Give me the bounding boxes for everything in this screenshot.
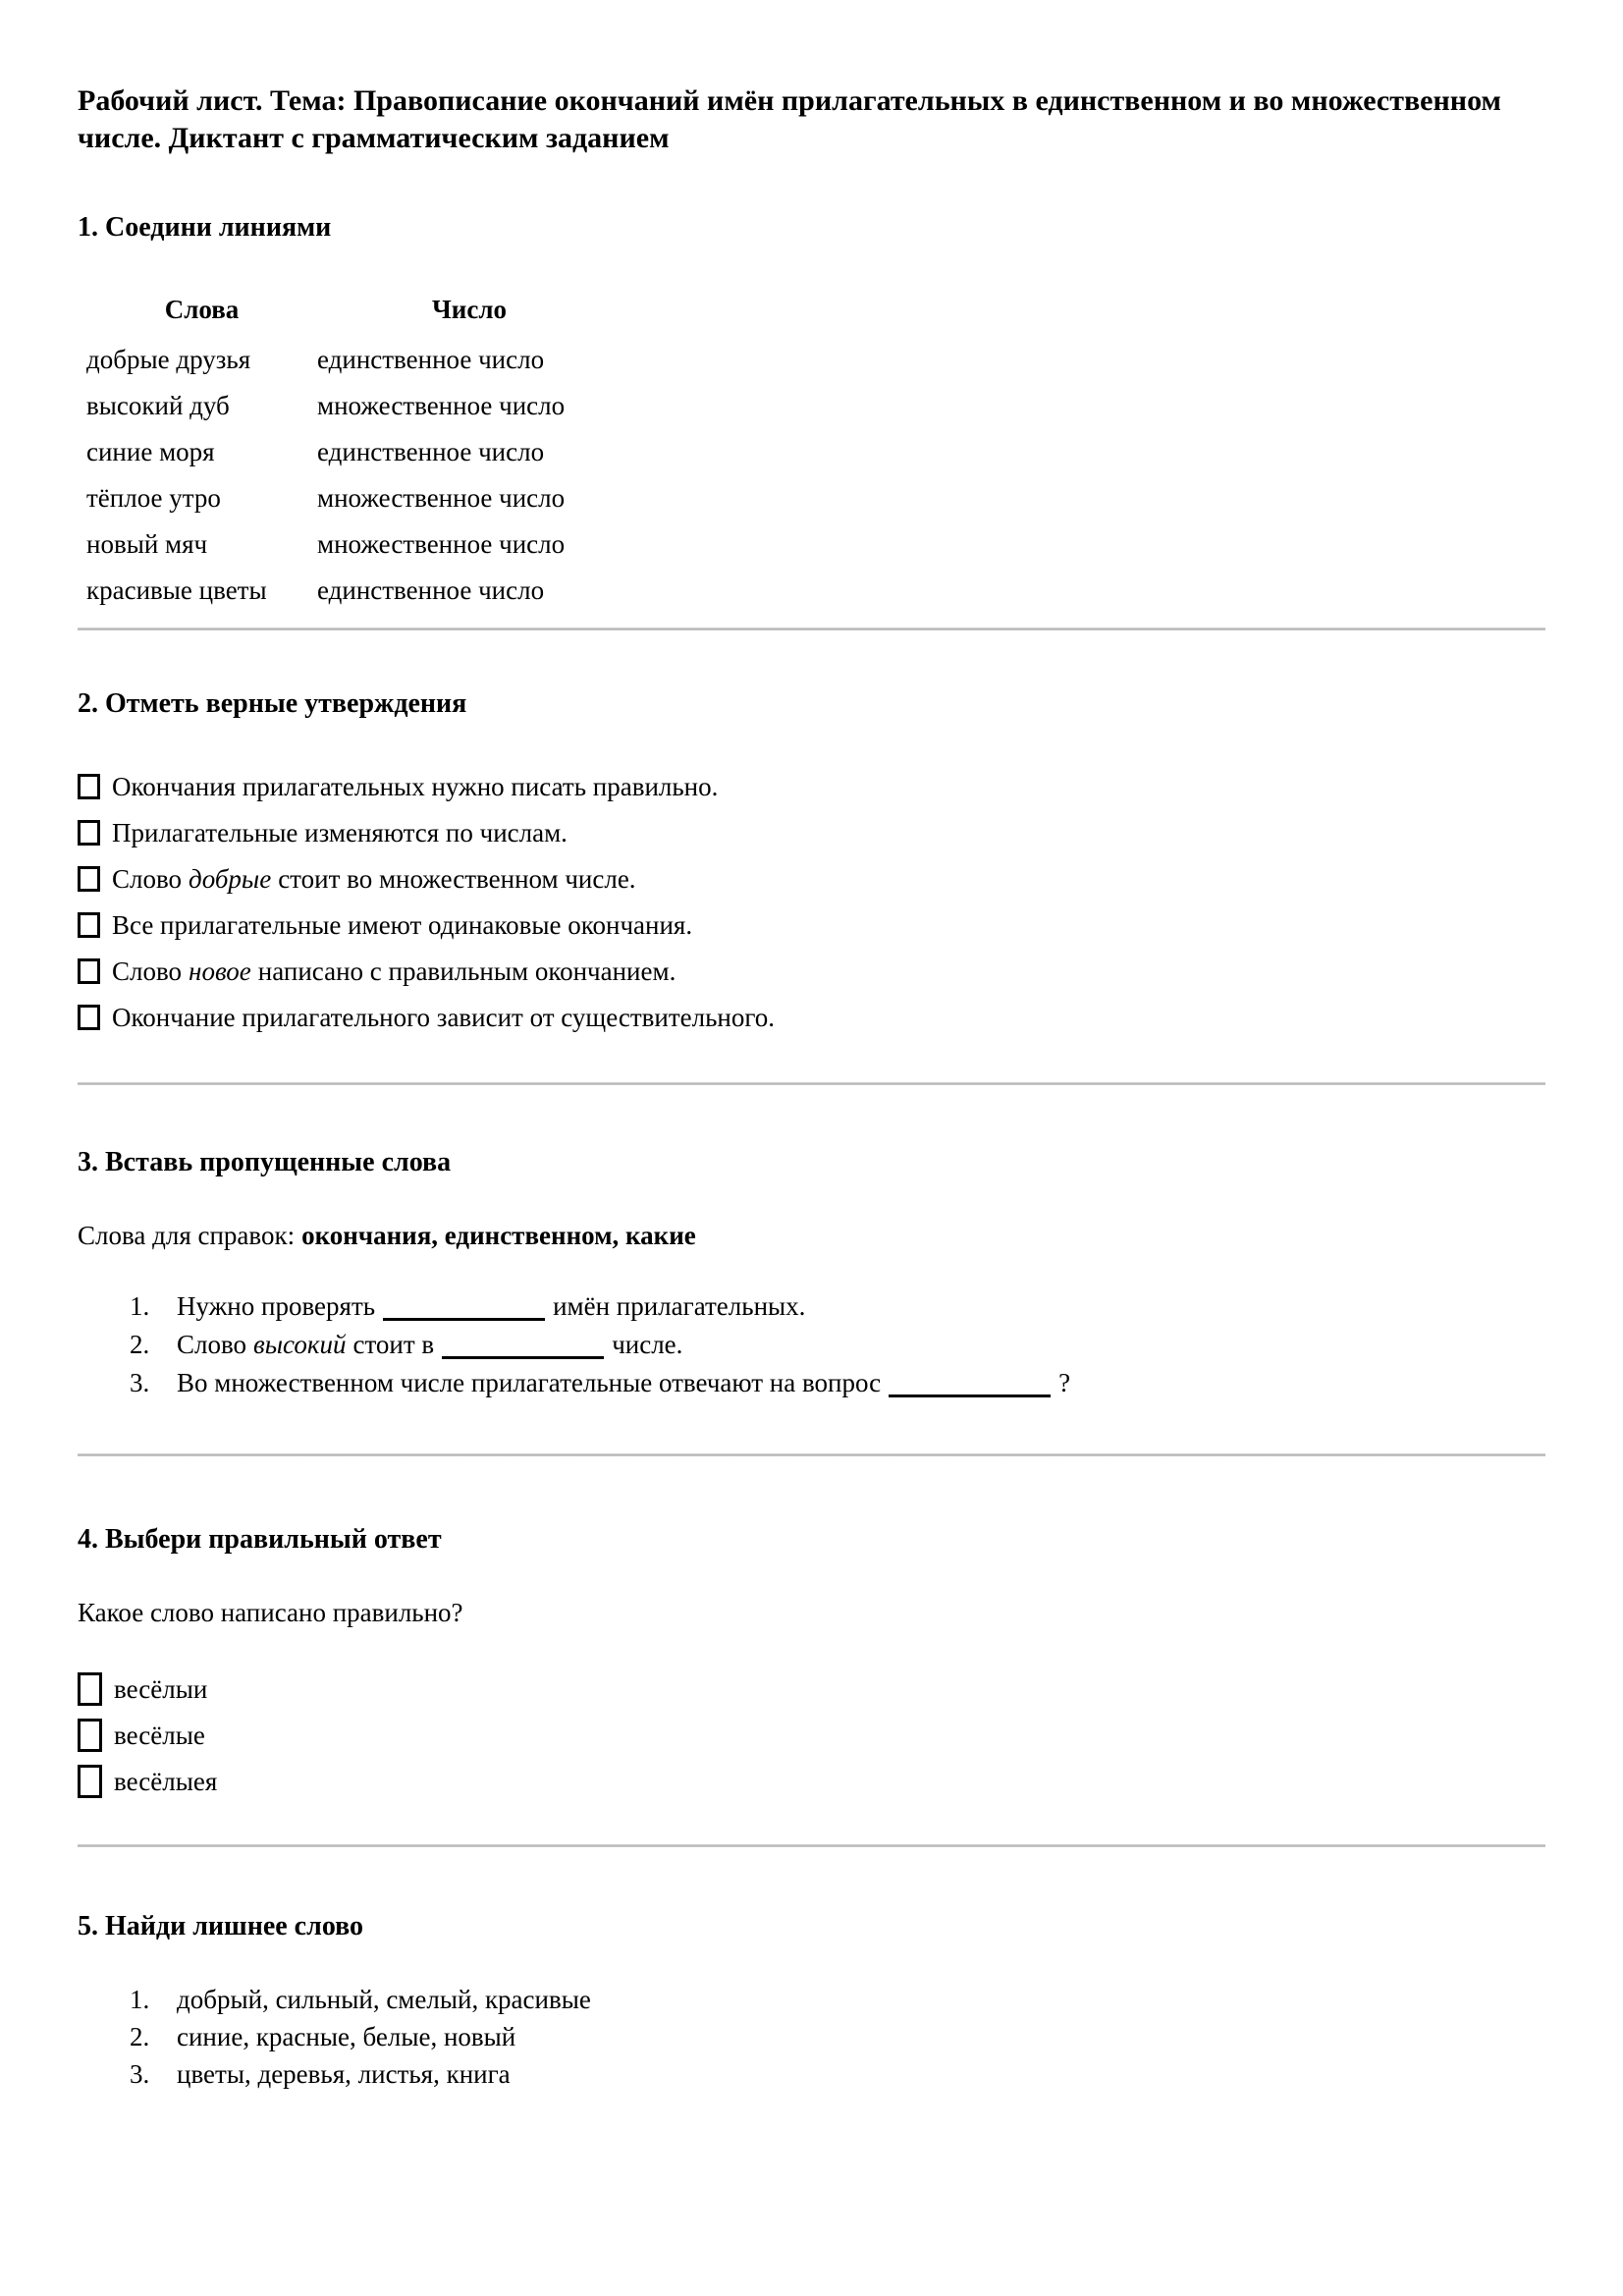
statement-text: Окончания прилагательных нужно писать правильно.	[112, 772, 719, 801]
odd-word-item	[130, 1981, 1545, 2018]
match-word[interactable]: добрые друзья	[86, 345, 251, 374]
statement-pre: Слово	[112, 957, 183, 986]
question-text: Какое слово написано правильно?	[78, 1598, 463, 1627]
item-mid: стоит в	[352, 1330, 435, 1359]
item-pre: Нужно проверять	[177, 1291, 376, 1321]
section-fill-blanks	[78, 1146, 1545, 1402]
statement-text: Прилагательные изменяются по числам.	[112, 818, 568, 847]
checkbox-icon[interactable]	[78, 1672, 102, 1706]
checkbox-icon[interactable]	[78, 774, 100, 799]
section-divider	[78, 1453, 1545, 1456]
checkbox-icon[interactable]	[78, 1765, 102, 1798]
item-pre: Слово	[177, 1330, 247, 1359]
match-word[interactable]: красивые цветы	[86, 575, 267, 605]
item-number: 2.	[130, 2022, 150, 2051]
section-divider	[78, 1082, 1545, 1085]
match-col-header-number: Число	[431, 295, 507, 324]
match-number[interactable]: множественное число	[317, 483, 566, 513]
item-pre: Во множественном числе прилагательные отвечают на вопрос	[177, 1368, 882, 1397]
fill-blank-item	[130, 1364, 1545, 1402]
statement-text: Окончание прилагательного зависит от существительного.	[112, 1003, 776, 1032]
statement-post: написано с правильным окончанием.	[257, 957, 676, 986]
checkbox-icon[interactable]	[78, 912, 100, 938]
match-word[interactable]: синие моря	[86, 437, 215, 466]
statement-item	[78, 856, 1545, 902]
reference-words: окончания, единственном, какие	[301, 1221, 696, 1250]
match-number[interactable]: единственное число	[317, 437, 545, 466]
item-number: 1.	[130, 1985, 150, 2014]
statements-list	[78, 764, 1545, 1041]
match-word[interactable]: новый мяч	[86, 529, 208, 559]
match-word[interactable]: тёплое утро	[86, 483, 221, 513]
statement-post: стоит во множественном числе.	[278, 864, 636, 894]
checkbox-icon[interactable]	[78, 820, 100, 846]
section-odd-word	[78, 1910, 1545, 2093]
option-text: весёлыи	[114, 1674, 208, 1704]
statement-text	[112, 957, 676, 986]
item-post: ?	[1058, 1368, 1071, 1397]
section3-heading: 3. Вставь пропущенные слова	[78, 1147, 452, 1177]
item-number: 3.	[130, 2059, 150, 2089]
odd-word-list	[130, 1981, 1545, 2093]
match-table	[86, 287, 1545, 614]
statement-item	[78, 764, 1545, 810]
statement-italic-word: новое	[189, 957, 251, 986]
section5-heading: 5. Найди лишнее слово	[78, 1911, 364, 1941]
item-text: цветы, деревья, листья, книга	[177, 2059, 511, 2089]
match-number[interactable]: единственное число	[317, 575, 545, 605]
odd-word-item	[130, 2055, 1545, 2093]
reference-words-label: Слова для справок:	[78, 1221, 296, 1250]
checkbox-icon[interactable]	[78, 958, 100, 984]
statement-item	[78, 810, 1545, 856]
fill-blank-field[interactable]	[383, 1298, 545, 1321]
reference-words-line	[78, 1219, 1545, 1252]
section4-heading: 4. Выбери правильный ответ	[78, 1524, 442, 1555]
item-number: 3.	[130, 1368, 150, 1397]
match-col-header-words: Слова	[164, 295, 240, 324]
answer-option	[78, 1713, 1545, 1759]
match-number[interactable]: множественное число	[317, 529, 566, 559]
section2-heading: 2. Отметь верные утверждения	[78, 688, 467, 719]
document-title: Рабочий лист. Тема: Правописание окончаний имён прилагательных в единственном и во множественном числе. Диктант с грамматическим заданием	[78, 84, 1501, 154]
checkbox-icon[interactable]	[78, 1719, 102, 1752]
match-word[interactable]: высокий дуб	[86, 391, 230, 420]
fill-blanks-list	[130, 1287, 1545, 1402]
statement-italic-word: добрые	[189, 864, 272, 894]
section-statements	[78, 687, 1545, 1041]
item-number: 1.	[130, 1291, 150, 1321]
checkbox-icon[interactable]	[78, 866, 100, 892]
statement-item	[78, 995, 1545, 1041]
answer-options-list	[78, 1667, 1545, 1805]
section-matching	[78, 211, 1545, 614]
statement-item	[78, 949, 1545, 995]
fill-blank-item	[130, 1326, 1545, 1364]
option-text: весёлые	[114, 1721, 205, 1750]
fill-blank-field[interactable]	[442, 1337, 604, 1359]
option-text: весёлыея	[114, 1767, 218, 1796]
item-text: добрый, сильный, смелый, красивые	[177, 1985, 591, 2014]
match-number[interactable]: единственное число	[317, 345, 545, 374]
odd-word-item	[130, 2018, 1545, 2055]
statement-pre: Слово	[112, 864, 183, 894]
answer-option	[78, 1759, 1545, 1805]
fill-blank-field[interactable]	[889, 1375, 1051, 1397]
section-choose-answer	[78, 1523, 1545, 1805]
match-number[interactable]: множественное число	[317, 391, 566, 420]
item-post: имён прилагательных.	[553, 1291, 806, 1321]
item-number: 2.	[130, 1330, 150, 1359]
section-divider	[78, 1844, 1545, 1847]
answer-option	[78, 1667, 1545, 1713]
checkbox-icon[interactable]	[78, 1005, 100, 1030]
statement-item	[78, 902, 1545, 949]
statement-text	[112, 864, 636, 894]
fill-blank-item	[130, 1287, 1545, 1326]
item-post: числе.	[612, 1330, 683, 1359]
item-italic-word: высокий	[253, 1330, 347, 1359]
item-text: синие, красные, белые, новый	[177, 2022, 516, 2051]
statement-text: Все прилагательные имеют одинаковые окончания.	[112, 910, 693, 940]
section1-heading: 1. Соедини линиями	[78, 212, 332, 243]
section-divider	[78, 628, 1545, 630]
